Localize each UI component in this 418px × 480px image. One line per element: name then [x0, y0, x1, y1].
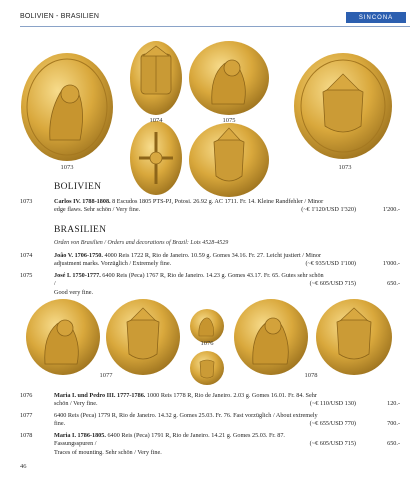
lot-price: 1'200.- — [382, 206, 400, 213]
lot-price: 1'000.- — [382, 260, 400, 267]
page-number: 46 — [20, 463, 27, 470]
lot-line2: schön / Very fine. — [54, 400, 98, 408]
section-subtitle: Orden von Brasilien / Orders and decorations of Brazil: Lots 4528-4529 — [54, 240, 229, 246]
coin-1076-obverse — [189, 308, 225, 344]
coin-1078-obverse — [233, 298, 309, 376]
lot-1077 — [20, 412, 400, 430]
figure-label: 1077 — [99, 372, 113, 379]
lot-1073 — [20, 198, 400, 218]
coin-1077-reverse — [105, 298, 181, 376]
section-title-brasilien: BRASILIEN — [54, 225, 107, 235]
lot-estimate: (~€ 605/USD 715) — [309, 440, 356, 447]
lot-ruler: Maria I. 1786-1805. — [54, 432, 108, 439]
figure-label: 1075 — [222, 117, 236, 124]
figure-label: 1073 — [60, 164, 74, 171]
lot-estimate: (~€ 1'120/USD 1'320) — [301, 206, 356, 213]
lot-estimate: (~€ 935/USD 1'100) — [305, 260, 356, 267]
lot-estimate: (~€ 605/USD 715) — [309, 280, 356, 287]
lot-line1: 1000 Reis 1778 R, Rio de Janeiro. 2.03 g. Gomes 16.01. Fr. 84. Sehr — [146, 392, 317, 399]
lot-number: 1075 — [20, 272, 33, 279]
coin-1078-reverse — [315, 298, 393, 376]
lot-1078 — [20, 432, 400, 456]
lot-number: 1073 — [20, 198, 33, 205]
lot-line1: 6400 Reis (Peca) 1791 R, Rio de Janeiro. 14.21 g. Gomes 25.03. Fr. 87. Fassungsspuren / — [54, 432, 285, 448]
lot-ruler: José I. 1750-1777. — [54, 272, 103, 279]
lot-ruler: Carlos IV. 1788-1808. — [54, 198, 113, 205]
lot-line1: 4000 Reis 1722 R, Rio de Janeiro. 10.59 g. Gomes 34.16. Fr. 27. Leicht justiert / Minor — [104, 252, 322, 259]
lot-line1: 6400 Reis (Peca) 1767 R, Rio de Janeiro. 14.23 g. Gomes 43.17. Fr. 65. Gutes sehr schön / — [54, 272, 324, 288]
figure-label: 1076 — [200, 340, 214, 347]
brand-logo: SINCONA — [346, 12, 406, 23]
lot-price: 120.- — [387, 400, 400, 407]
lot-number: 1078 — [20, 432, 33, 439]
lot-price: 700.- — [387, 420, 400, 427]
section-title-bolivien: BOLIVIEN — [54, 182, 102, 192]
lot-line2: Good very fine. — [54, 288, 94, 296]
lot-description — [54, 198, 324, 215]
lot-description — [54, 432, 324, 457]
lot-price: 650.- — [387, 280, 400, 287]
lot-1076 — [20, 392, 400, 410]
lot-line2: adjustment marks. Vorzüglich / Extremely fine. — [54, 260, 172, 268]
lot-number: 1076 — [20, 392, 33, 399]
lot-estimate: (~€ 655/USD 770) — [309, 420, 356, 427]
coin-1077-obverse — [25, 298, 101, 376]
coin-1075-obverse — [188, 40, 270, 116]
coin-1075-reverse — [188, 122, 270, 198]
running-title: BOLIVIEN - BRASILIEN — [20, 13, 100, 20]
lot-ruler: João V. 1706-1750. — [54, 252, 105, 259]
figure-label: 1078 — [304, 372, 318, 379]
lot-description — [54, 252, 324, 269]
lot-description — [54, 412, 324, 429]
lot-1075 — [20, 272, 400, 296]
lot-line2: edge flaws. Sehr schön / Very fine. — [54, 206, 141, 214]
coin-1074-obverse — [129, 40, 183, 116]
lot-estimate: (~€ 110/USD 130) — [309, 400, 356, 407]
figure-label: 1074 — [149, 117, 163, 124]
figure-label: 1073 — [338, 164, 352, 171]
coin-1074-reverse — [129, 120, 183, 196]
header-rule — [20, 26, 410, 27]
lot-number: 1074 — [20, 252, 33, 259]
coin-1076-reverse — [189, 350, 225, 386]
lot-number: 1077 — [20, 412, 33, 419]
coin-1073-reverse — [293, 52, 393, 160]
coin-1073-obverse — [20, 52, 115, 162]
lot-price: 650.- — [387, 440, 400, 447]
lot-1074 — [20, 252, 400, 270]
lot-line1: 8 Escudos 1805 PTS-PJ, Potosi. 26.92 g. AC 1711. Fr. 14. Kleine Randfehler / Minor — [112, 198, 324, 205]
lot-description — [54, 392, 324, 409]
page-header — [14, 11, 408, 25]
lot-description — [54, 272, 324, 297]
lot-line2: fine. — [54, 420, 66, 428]
lot-line1: 6400 Reis (Peca) 1779 R, Rio de Janeiro. 14.32 g. Gomes 25.03. Fr. 76. Fast vorzüglich / About extremely — [54, 412, 318, 419]
lot-line2: Traces of mounting. Sehr schön / Very fine. — [54, 448, 162, 456]
lot-ruler: Maria I. und Pedro III. 1777-1786. — [54, 392, 147, 399]
